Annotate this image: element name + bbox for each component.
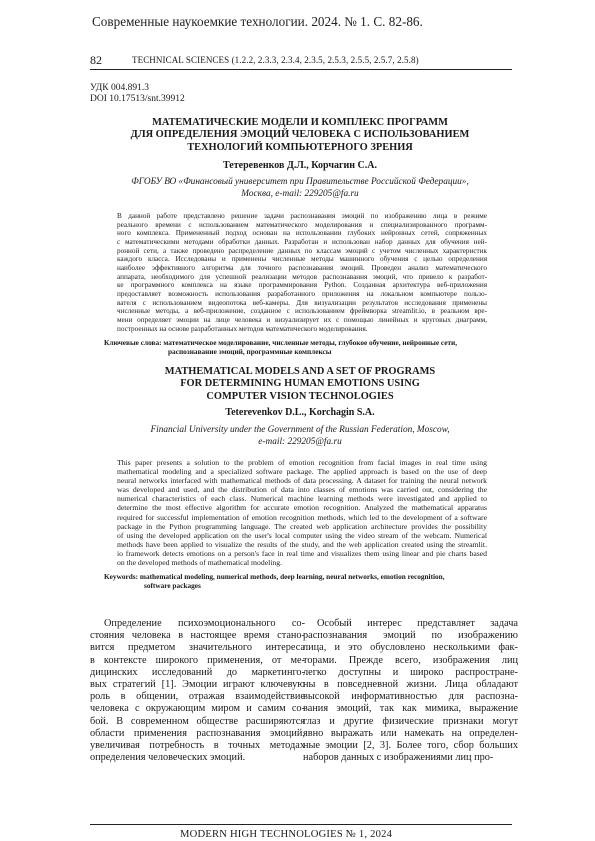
text-line: ДЛЯ ОПРЕДЕЛЕНИЯ ЭМОЦИЙ ЧЕЛОВЕКА С ИСПОЛЬЗОВАНИЕМ [130, 129, 470, 141]
text-line: methods have been applied to visualize the results of the study, and the web application created using the streamlit. [117, 539, 487, 549]
doi: DOI 10.17513/snt.39912 [90, 94, 185, 104]
en-title [90, 366, 510, 403]
text-line: determine the most effective algorithm for accurate emotion recognition. Analyzed the mathematical apparatus [117, 503, 487, 513]
text-line: ны в повседневной жизни. Лица обладают [303, 679, 518, 691]
text-line: в контексте широкого применения, от ме- [90, 654, 305, 666]
text-line: глаз и другие физические признаки могут [303, 715, 518, 727]
text-line: численные методы, а веб-приложение, созданное с использованием фреймворка streamlit.io, в реальном вре- [117, 307, 487, 316]
text-line: мени определяет эмоции на лице человека и визуализирует их с помощью линейных и круговых диаграмм, [117, 315, 487, 324]
page-number: 82 [90, 53, 102, 67]
text-line: mathematical modeling and a specialized software package. The applied approach is based on the use of deep [117, 467, 487, 477]
text-line: ке программного комплекса на языке программирования Python. Созданная архитектура веб-приложения [117, 281, 487, 290]
text-line: высокой информативностью для распозна- [303, 691, 518, 703]
text-line: io framework detects emotions on a person's face in real time and visualizes them using linear and pie charts based [117, 548, 487, 558]
text-line: бой. В современном обществе расширяются [90, 715, 305, 727]
text-line: Financial University under the Government of the Russian Federation, Moscow, [150, 425, 450, 435]
text-line: вания эмоций, так как мимика, выражение [303, 703, 518, 715]
text-line: построенных на основе разработанных методов математического моделирования. [117, 324, 368, 333]
text-line: роль в общении, отражая взаимодействие [90, 691, 305, 703]
text-line: лица, и это обусловлено несколькими фак- [303, 642, 518, 654]
body-left-column [90, 618, 305, 764]
ru-keywords-line-1: Ключевые слова: математическое моделирование, численные методы, глубокое обучение, нейронные сети, [104, 338, 458, 347]
text-line: торами. Прежде всего, изображения лиц [303, 654, 518, 666]
text-line: ного комплекса. Примененный подход основан на использовании глубоких нейронных сетей, сопряженных [117, 229, 487, 238]
text-line: явно выражать или намекать на определен- [303, 727, 518, 739]
header-rule [90, 69, 512, 70]
text-line: neural networks interfaced with mathematical methods of data processing. A dataset for training the neural network [117, 476, 487, 486]
text-line: ронной сети, а также проведено распределение данных по классам эмоций с учетом численных характеристик [117, 246, 487, 255]
text-line: реального времени с использованием математического моделирования и специализированного программ- [117, 220, 487, 229]
text-line: легко доступны и широко распростране- [303, 666, 518, 678]
text-line: required for successful implementation of emotion recognition methods, which led to the development of a software [117, 512, 487, 522]
running-header: TECHNICAL SCIENCES (1.2.2, 2.3.3, 2.3.4, 2.3.5, 2.5.3, 2.5.5, 2.5.7, 2.5.8) [132, 55, 419, 65]
en-keywords-line-2: software packages [144, 580, 201, 590]
text-line: области применения распознавания эмоций, [90, 727, 305, 739]
text-line: увеличивая потребность в точных методах [90, 740, 305, 752]
text-line: ФГОБУ ВО «Финансовый университет при Правительстве Российской Федерации», [131, 177, 469, 187]
text-line: МАТЕМАТИЧЕСКИЕ МОДЕЛИ И КОМПЛЕКС ПРОГРАММ [152, 117, 448, 128]
ru-authors: Тетеревенков Д.Л., Корчагин С.А. [222, 160, 377, 171]
text-line: наиболее эффективного алгоритма для точного распознавания эмоций. Проведен анализ математического [117, 263, 487, 272]
en-affiliation [90, 425, 510, 448]
text-line: ные эмоции [2, 3]. Более того, сбор больших [303, 740, 518, 752]
ru-keywords [104, 339, 499, 357]
text-line: of using the developed application on the user's local computer using the video stream of the webcam. Numerical [117, 530, 487, 540]
journal-citation: Современные наукоемкие технологии. 2024. № 1. С. 82-86. [92, 14, 423, 29]
text-line: предоставляет возможность использования разработанного приложения на локальном компьютере пользо- [117, 289, 487, 298]
text-line: Определение психоэмоционального со- [104, 618, 305, 629]
text-line: распознавания эмоций по изображению [303, 630, 518, 642]
text-line: package in the Python programming language. The created web application architecture provides the possibility [117, 521, 487, 531]
en-abstract [117, 458, 487, 567]
en-authors: Teterevenkov D.L., Korchagin S.A. [225, 407, 375, 418]
text-line: e-mail: 229205@fa.ru [258, 436, 342, 447]
en-keywords [104, 573, 499, 591]
footer-journal: MODERN HIGH TECHNOLOGIES № 1, 2024 [180, 829, 393, 840]
text-line: ТЕХНОЛОГИЙ КОМПЬЮТЕРНОГО ЗРЕНИЯ [187, 141, 413, 153]
text-line: каждого класса. Исследованы и применены численные методы машинного обучения с целью определения [117, 255, 487, 264]
text-line: определения человеческих эмоций. [90, 752, 246, 764]
text-line: вателя с использованием видеопотока веб-камеры. Для визуализации результатов исследования применены [117, 298, 487, 307]
text-line: on the developed methods of mathematical modeling. [117, 558, 283, 568]
text-line: Москва, e-mail: 229205@fa.ru [241, 188, 359, 199]
text-line: стояния человека в настоящее время стано- [90, 630, 305, 642]
text-line: This paper presents a solution to the problem of emotion recognition from facial images in real time using [117, 458, 487, 467]
text-line: numerical characteristics of each class. Numerical machine learning methods were investigated and applied to [117, 494, 487, 504]
text-line: вых стратегий [1]. Эмоции играют ключевую [90, 679, 305, 691]
udk-code: УДК 004.891.3 [90, 83, 149, 93]
ru-keywords-line-2: распознавание эмоций, программные комплексы [168, 346, 332, 356]
ru-title [90, 117, 510, 154]
text-line: аппарата, необходимого для успешной реализации методов распознавания эмоций, что привело к разработ- [117, 272, 487, 281]
body-right-column [303, 618, 518, 764]
text-line: Особый интерес представляет задача [317, 618, 518, 629]
text-line: дицинских исследований до маркетинго- [90, 666, 305, 678]
footer-rule [90, 824, 512, 825]
text-line: COMPUTER VISION TECHNOLOGIES [206, 390, 394, 402]
en-keywords-line-1: Keywords: mathematical modeling, numerical methods, deep learning, neural networks, emotion recognition, [104, 572, 445, 581]
ru-affiliation [90, 177, 510, 200]
text-line: вится предметом значительного интереса [90, 642, 305, 654]
text-line: наборов данных с изображениями лиц про- [303, 752, 494, 764]
text-line: В данной работе представлено решение задачи распознавания эмоций по изображению лица в режиме [117, 212, 487, 220]
text-line: FOR DETERMINING HUMAN EMOTIONS USING [180, 378, 420, 390]
text-line: человека с окружающим миром и самим со- [90, 703, 305, 715]
text-line: was developed and used, and the distribution of data into classes of emotions was carried out, considering the [117, 485, 487, 495]
text-line: MATHEMATICAL MODELS AND A SET OF PROGRAMS [164, 366, 436, 377]
text-line: с математическими методами обработки данных. Разработан и использован набор данных для обучения ней- [117, 237, 487, 246]
ru-abstract [117, 212, 487, 333]
